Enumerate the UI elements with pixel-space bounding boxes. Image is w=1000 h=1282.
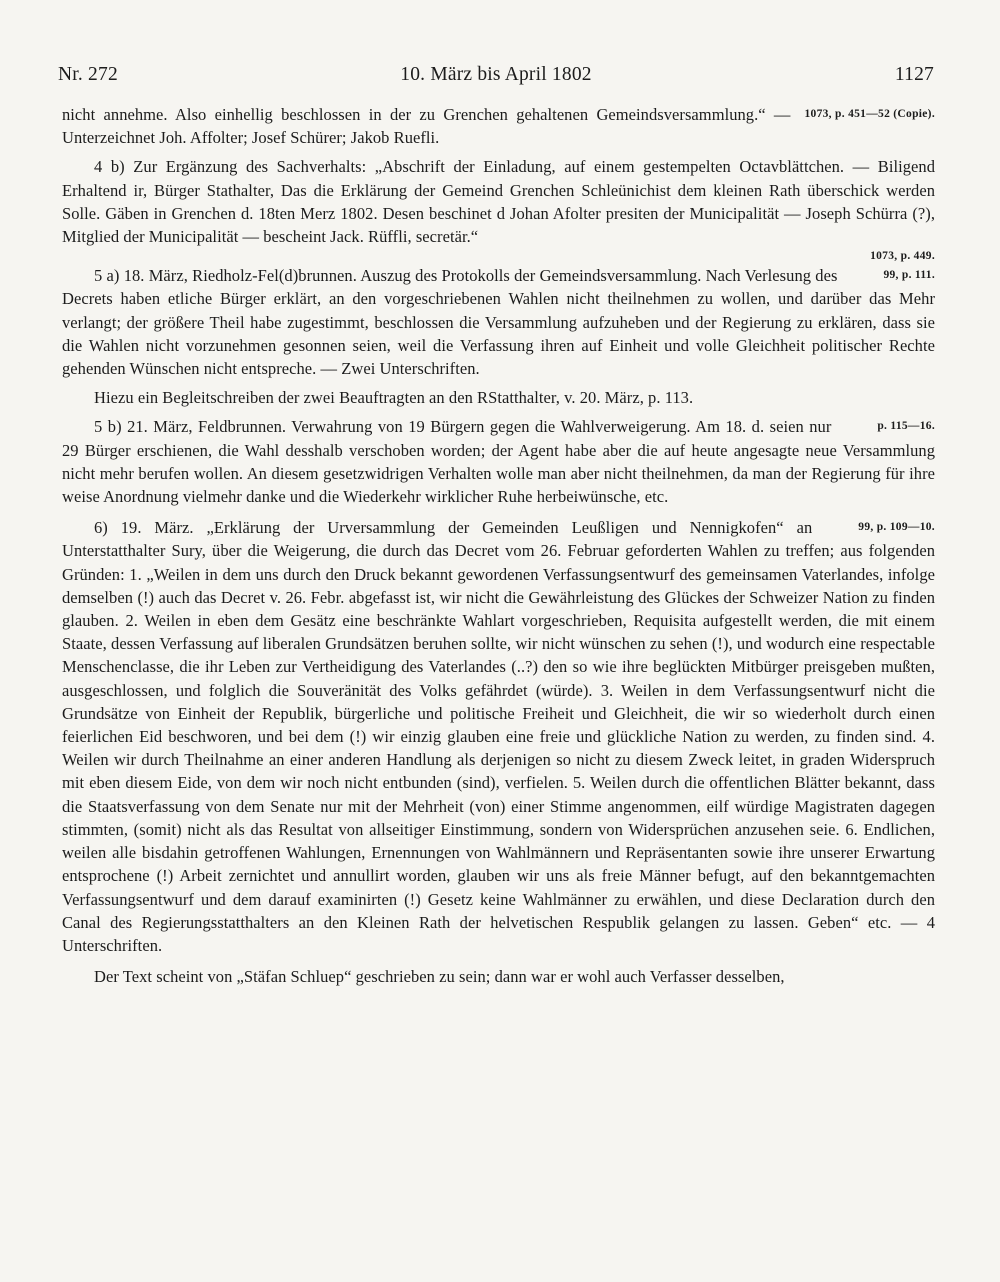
paragraph-commentary [62,965,935,988]
paragraph-text: 5 a) 18. März, Riedholz-Fel(d)brunnen. Auszug des Protokolls der Gemeindsversammlung. Nach Verlesung des Decrets haben etliche Bürger erklärt, an den vorgeschriebenen Wahlen nicht theilnehmen zu wollen, und darüber das Mehr verlangt; der größere Theil habe zugestimmt, beschlossen die Versammlung aufzuheben und der Regierung zu erklären, dass sie die Wahlen nicht vorzunehmen gesonnen seien, weil die Verfassung ihren auf Einheit und volle Gleichheit politischer Rechte gehenden Wünschen nicht entspreche. — Zwei Unterschriften. [62,266,935,379]
paragraph-6 [62,516,935,957]
source-reference: 1073, p. 451—52 (Copie). [804,108,935,120]
paragraph-text: Hiezu ein Begleitschreiben der zwei Beauftragten an den RStatthalter, v. 20. März, p. 113. [94,388,694,408]
paragraph-text: 6) 19. März. „Erklärung der Urversammlung der Gemeinden Leußligen und Nennigkofen“ an Unterstatthalter Sury, über die Weigerung, die durch das Decret vom 26. Februar geforderten Wahlen zu treffen; aus folgenden Gründen: 1. „Weilen in dem uns durch den Druck bekannt gewordenen Verfassungsentwurf des gemeinsamen Vaterlandes, infolge demselben (!) auch das Decret v. 26. Febr. abgefasst ist, wir nicht die Gewährleistung des Glückes der Schweizer Nation zu finden glauben. 2. Weilen in eben dem Gesätz eine beschränkte Wahlart vorgeschrieben, Requisita aufgestellt werden, die mit einem Staate, dessen Verfassung auf liberalen Grundsätzen beruhen sollte, wir nicht wünschen zu sehen (!), und wodurch eine respectable Menschenclasse, die ihr Leben zur Vertheidigung des Vaterlandes (..?) den so wie ihre beglückten Mitbürger preisgeben mußten, ausgeschlossen, und folglich die Souveränität des Volks gefährdet (würde). 3. Weilen in dem Verfassungsentwurf nicht die Grundsätze von Einheit der Republik, bürgerliche und politische Freiheit und Gleichheit, die wir so wiederholt durch einen feierlichen Eid beschworen, und bei dem (!) wir einzig glauben eine freie und glückliche Nation zu werden, zu finden sind. 4. Weilen wir durch Theilnahme an einer anderen Handlung als derjenigen so nicht zu diesem Zweck leitet, in graden Widerspruch mit eben diesem Eide, von dem wir noch nicht entbunden (sind), verfielen. 5. Weilen durch die offentlichen Blätter bekannt, dass die Staatsverfassung von dem Senate nur mit der Mehrheit (von) einer Stimme angenommen, eilf würdige Magistraten dagegen stimmten, (somit) nicht als das Resultat von allseitiger Einstimmung, sondern von Widersprüchen anzusehen seie. 6. Endlichen, weilen alle bisdahin getroffenen Wahlungen, Ernennungen von Wahlmännern und Repräsentanten sowie ihre unserer Erwartung entsprochene (!) Arbeit zernichtet und annullirt worden, glauben wir uns als freie Männer befugt, auf den bekanntgemachten Verfassungsentwurf und dem darauf examinirten (!) Gesetz keine Wahlmänner zu erwählen, und diese Declaration durch den Canal des Regierungsstatthalters an den Kleinen Rath der helvetischen Respublik gelangen zu lassen. Geben“ etc. — 4 Unterschriften. [62,518,935,955]
document-number: Nr. 272 [58,64,118,85]
source-reference: 99, p. 111. [883,269,935,282]
source-reference: p. 115—16. [877,420,935,433]
paragraph-text: 5 b) 21. März, Feldbrunnen. Verwahrung von 19 Bürgern gegen die Wahlverweigerung. Am 18. d. seien nur 29 Bürger erschienen, die Wahl desshalb verschoben worden; der Agent habe aber die auf heute angesagte neue Versammlung nicht mehr berufen wollen. An diesem gesetzwidrigen Verhalten wolle man aber nicht theilnehmen, da man der Regierung für ihre weise Anordnung vielmehr danke und die Wiederkehr wirklicher Ruhe herbeiwünsche, etc. [62,417,935,507]
page-number: 1127 [894,64,934,85]
document-body [62,103,935,988]
paragraph-5b [62,415,935,508]
paragraph-text: 4 b) Zur Ergänzung des Sachverhalts: „Abschrift der Einladung, auf einem gestempelten Octavblättchen. — Biligend Erhaltend ir, Bürger Stathalter, Das die Erklärung der Gemeind Grenchen Schleünichist dem kleinen Rath überschick werden Solle. Gäben in Grenchen d. 18ten Merz 1802. Desen beschinet d Johan Afolter presiten der Municipalität — Joseph Schürra (?), Mitglied der Municipalität — bescheint Jack. Rüffli, secretär.“ [62,157,935,247]
paragraph-text: nicht annehme. Also einhellig beschlossen in der zu Grenchen gehaltenen Gemeindsversammlung.“ — Unterzeichnet Joh. Affolter; Josef Schürer; Jakob Ruefli. [62,105,791,148]
source-reference: 1073, p. 449. [870,250,935,263]
paragraph-5a [62,264,935,380]
date-range-title: 10. März bis April 1802 [400,64,592,85]
paragraph-text: Der Text scheint von „Stäfan Schluep“ geschrieben zu sein; dann war er wohl auch Verfasser desselben, [94,967,785,987]
paragraph-4b [62,155,935,248]
source-reference: 99, p. 109—10. [858,521,935,534]
paragraph-closing-4a [62,103,935,149]
paragraph-5a-note [62,386,935,409]
